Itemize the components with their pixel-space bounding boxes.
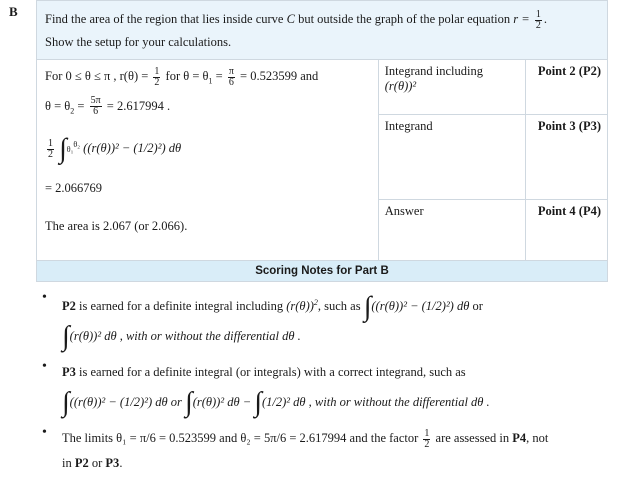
rubric-point-p2: Point 2 (P2): [525, 60, 607, 115]
rubric-label-p3: Integrand: [378, 115, 525, 200]
half-fraction: $\frac{1}{2}$: [535, 8, 541, 31]
bullet-icon: •: [42, 290, 47, 305]
theta2-line: $\theta = \theta_2$ = $\frac{5\pi}{6}$ = 2.617994 .: [45, 95, 171, 118]
work-row-1: [37, 60, 608, 115]
solution-table: [36, 0, 608, 269]
work-cell: [37, 60, 379, 269]
area-statement: The area is 2.067 (or 2.066).: [45, 219, 188, 234]
note-limits: • The limits θ₁ = π/6 = 0.523599 and θ₂ = 5π/6 = 2.617994 and the factor $\frac{1}{2}$ are assessed in P4, not in P2 or P3.: [42, 425, 549, 471]
curve-name: C: [286, 12, 295, 26]
integral-setup: $\frac{1}{2}$ ∫θ₁$^{\theta_2}$ ((r(θ))² − (1/2)²) dθ: [48, 133, 182, 165]
range-line: For 0 ≤ θ ≤ π , r(θ) = $\frac{1}{2}$ for $\theta = \theta_1$ = $\frac{\pi}{6}$ = 0.523599 and: [45, 65, 319, 88]
note-p2: • P2 is earned for a definite integral including $(r(\theta))^2$, such as ∫((r(θ))² − (1/2)²) dθ or ∫(r(θ))² dθ , with or without the differential dθ .: [42, 290, 483, 353]
note-p3: • P3 is earned for a definite integral (or integrals) with a correct integrand, such as ∫((r(θ))² − (1/2)²) dθ or ∫(r(θ))² dθ − ∫(1/2)² dθ , with or without the differential dθ .: [42, 359, 490, 419]
bullet-icon: •: [42, 425, 47, 441]
scoring-notes-title: Scoring Notes for Part B: [36, 260, 608, 282]
result-line: = 2.066769: [45, 181, 103, 196]
rubric-point-p4: Point 4 (P4): [525, 200, 607, 269]
section-letter: B: [9, 4, 18, 19]
question-text-suffix: but outside the graph of the polar equation: [298, 12, 511, 26]
rubric-point-p3: Point 3 (P3): [525, 115, 607, 200]
scoring-notes: [36, 288, 608, 479]
rubric-label-p4: Answer: [378, 200, 525, 269]
question-line2: Show the setup for your calculations.: [45, 35, 232, 49]
question-text: Find the area of the region that lies inside curve: [45, 12, 284, 26]
r-equals: r =: [513, 12, 530, 26]
rubric-label-p2: Integrand including (r(θ))²: [378, 60, 525, 115]
bullet-icon: •: [42, 359, 47, 375]
question-row: [37, 1, 608, 60]
question-cell: Find the area of the region that lies inside curve C but outside the graph of the polar equation r = $\frac{1}{2}$ . Show the setup for your calculations.: [37, 1, 608, 60]
